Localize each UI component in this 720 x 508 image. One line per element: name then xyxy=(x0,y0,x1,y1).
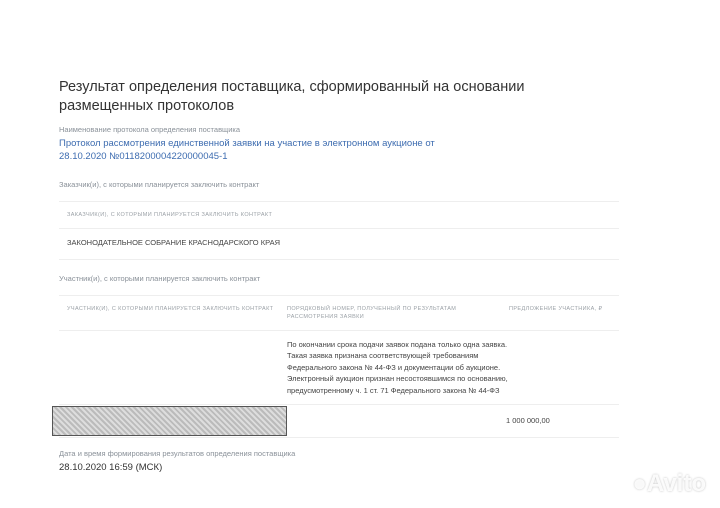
customer-name: ЗАКОНОДАТЕЛЬНОЕ СОБРАНИЕ КРАСНОДАРСКОГО КРАЯ xyxy=(67,238,280,247)
table-header xyxy=(59,202,619,229)
watermark-logo: ●Avito xyxy=(632,470,706,497)
column-header: ПОРЯДКОВЫЙ НОМЕР, ПОЛУЧЕННЫЙ ПО РЕЗУЛЬТАТАМ РАССМОТРЕНИЯ ЗАЯВКИ xyxy=(287,305,457,320)
datetime-label: Дата и время формирования результатов определения поставщика xyxy=(59,449,296,458)
column-header: ПРЕДЛОЖЕНИЕ УЧАСТНИКА, ₽ xyxy=(509,305,603,312)
column-header: ЗАКАЗЧИК(И), С КОТОРЫМИ ПЛАНИРУЕТСЯ ЗАКЛЮЧИТЬ КОНТРАКТ xyxy=(67,212,273,218)
datetime-value: 28.10.2020 16:59 (МСК) xyxy=(59,462,163,473)
participants-table xyxy=(59,295,619,439)
table-header xyxy=(59,296,619,331)
protocol-label: Наименование протокола определения поставщика xyxy=(59,125,241,134)
protocol-link[interactable]: Протокол рассмотрения единственной заявки на участие в электронном аукционе от 28.10.2020 №0118200004220000045-1 xyxy=(59,138,435,162)
customers-label: Заказчик(и), с которыми планируется заключить контракт xyxy=(59,180,260,189)
table-row xyxy=(59,229,619,260)
supplier-result xyxy=(59,78,619,473)
table-row xyxy=(59,331,619,406)
column-header: УЧАСТНИК(И), С КОТОРЫМИ ПЛАНИРУЕТСЯ ЗАКЛЮЧИТЬ КОНТРАКТ xyxy=(67,305,274,312)
offer-value: 1 000 000,00 xyxy=(506,416,550,426)
customers-table xyxy=(59,201,619,260)
participants-label: Участник(и), с которыми планируется заключить контракт xyxy=(59,273,261,283)
note-text: По окончании срока подачи заявок подана только одна заявка. Такая заявка признана соответствующей требованиям Федерального закона № 44-ФЗ и документации об аукционе. Электронный аукцион признан несостоявшимся по основанию, предусмотренному ч. 1 ст. 71 Федерального закона № 44-ФЗ xyxy=(287,339,508,395)
page-title: Результат определения поставщика, сформированный на основании размещенных протоколов xyxy=(59,79,525,114)
table-row xyxy=(59,405,619,438)
redacted-participant xyxy=(52,406,287,436)
